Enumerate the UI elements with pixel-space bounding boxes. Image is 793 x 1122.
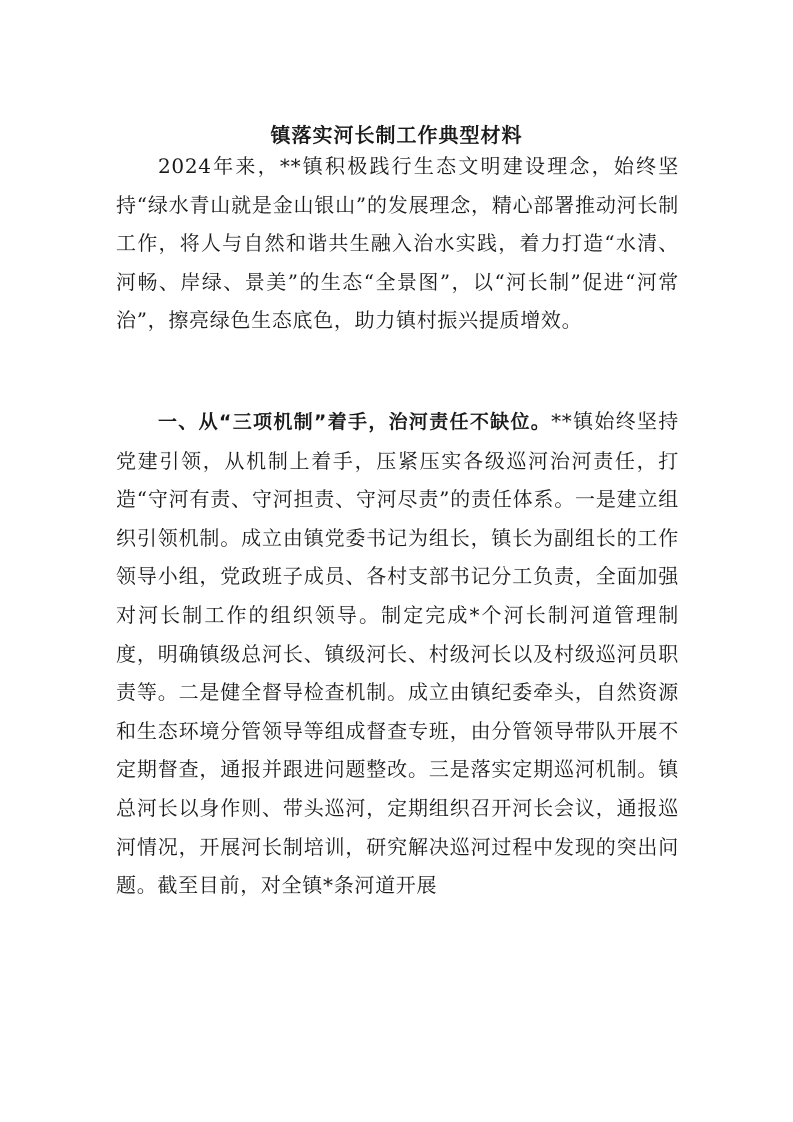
intro-paragraph-text: 2024年来，**镇积极践行生态文明建设理念，始终坚持“绿水青山就是金山银山”的发展理念，精心部署推动河长制工作，将人与自然和谐共生融入治水实践，着力打造“水清、河畅、岸绿、景美”的生态“全景图”，以“河长制”促进“河常治”，擦亮绿色生态底色，助力镇村振兴提质增效。 [116, 154, 679, 333]
document-title: 镇落实河长制工作典型材料 [270, 123, 523, 147]
section-one-paragraph [116, 402, 679, 905]
section-one-text: **镇始终坚持党建引领，从机制上着手，压紧压实各级巡河治河责任，打造“守河有责、守河担责、守河尽责”的责任体系。一是建立组织引领机制。成立由镇党委书记为组长，镇长为副组长的工作领导小组，党政班子成员、各村支部书记分工负责，全面加强对河长制工作的组织领导。制定完成*个河长制河道管理制度，明确镇级总河长、镇级河长、村级河长以及村级巡河员职责等。二是健全督导检查机制。成立由镇纪委牵头，自然资源和生态环境分管领导等组成督查专班，由分管领导带队开展不定期督查，通报并跟进问题整改。三是落实定期巡河机制。镇总河长以身作则、带头巡河，定期组织召开河长会议，通报巡河情况，开展河长制培训，研究解决巡河过程中发现的突出问题。截至目前，对全镇*条河道开展 [116, 409, 679, 898]
section-one-heading: 一、从“三项机制”着手，治河责任不缺位。 [158, 411, 552, 433]
intro-paragraph [116, 147, 679, 340]
